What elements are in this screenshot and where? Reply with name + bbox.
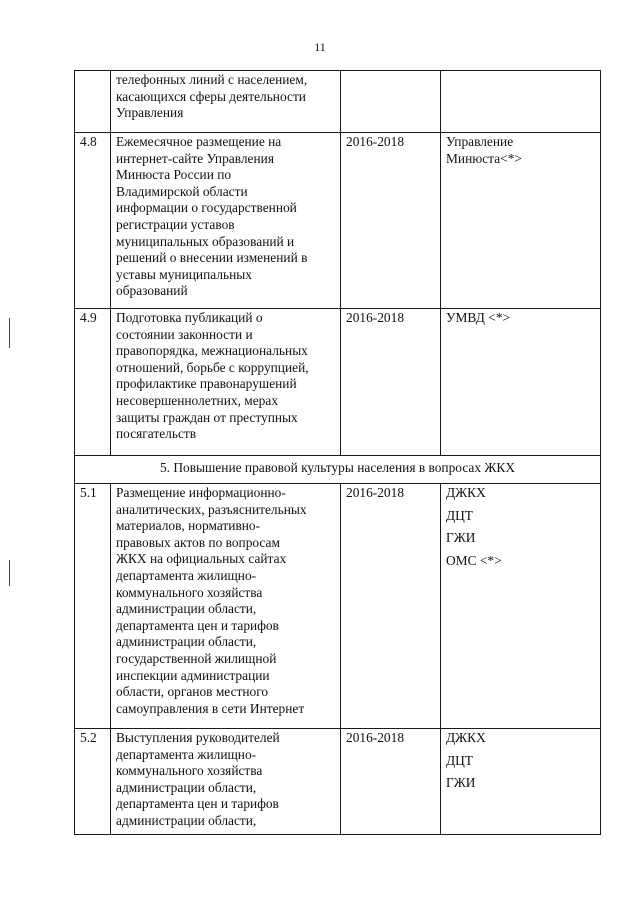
executor-line: ОМС <*> [446, 552, 502, 568]
row-number: 5.1 [75, 484, 111, 729]
description-line: регистрации уставов [116, 216, 235, 232]
row-period: 2016-2018 [341, 729, 441, 835]
description-line: Ежемесячное размещение на [116, 134, 282, 149]
row-description-cell [111, 133, 341, 309]
table-row [75, 484, 601, 729]
row-number: 4.8 [75, 133, 111, 309]
description-line: самоуправления в сети Интернет [116, 700, 305, 716]
section-heading-row [75, 456, 601, 484]
description-line: правопорядка, межнациональных [116, 343, 308, 359]
description-line: области, органов местного [116, 684, 269, 700]
description-line: ЖКХ на официальных сайтах [116, 551, 287, 567]
executor-line: Минюста<*> [446, 150, 522, 166]
measures-table [74, 70, 601, 835]
description-line: уставы муниципальных [116, 266, 252, 282]
description-line: решений о внесении изменений в [116, 250, 308, 266]
executor-line: ГЖИ [446, 775, 476, 791]
description-line: департамента цен и тарифов [116, 617, 279, 633]
row-period: 2016-2018 [341, 309, 441, 456]
description-line: инспекции администрации [116, 667, 270, 683]
scan-edge-mark [9, 318, 14, 348]
table-row [75, 729, 601, 835]
description-line: Минюста России по [116, 167, 232, 183]
row-period-cell [341, 71, 441, 133]
executor-line: ДЦТ [446, 507, 473, 523]
executor-line: УМВД <*> [446, 310, 511, 325]
description-line: аналитических, разъяснительных [116, 501, 307, 517]
executor-line: Управление [446, 134, 514, 149]
row-executor-cell [441, 309, 601, 456]
row-period: 2016-2018 [341, 484, 441, 729]
row-description-cell [111, 71, 341, 133]
executor-line: ГЖИ [446, 530, 476, 546]
description-line: телефонных линий с населением, [116, 72, 308, 87]
description-line: состоянии законности и [116, 326, 253, 342]
executor-line: ДЦТ [446, 752, 473, 768]
scan-edge-mark [9, 560, 14, 586]
description-line: Подготовка публикаций о [116, 310, 263, 325]
description-line: департамента жилищно- [116, 746, 257, 762]
row-number: 4.9 [75, 309, 111, 456]
row-executor-cell [441, 71, 601, 133]
description-line: администрации области, [116, 812, 257, 828]
description-line: материалов, нормативно- [116, 518, 261, 534]
description-line: администрации области, [116, 601, 257, 617]
executor-line: ДЖКХ [446, 730, 486, 745]
description-line: интернет-сайте Управления [116, 150, 274, 166]
description-line: коммунального хозяйства [116, 763, 263, 779]
row-number-cell [75, 71, 111, 133]
description-line: администрации области, [116, 779, 257, 795]
description-line: отношений, борьбе с коррупцией, [116, 359, 309, 375]
description-line: Размещение информационно- [116, 485, 286, 500]
description-line: защиты граждан от преступных [116, 409, 298, 425]
executor-line: ДЖКХ [446, 485, 486, 500]
description-line: несовершеннолетних, мерах [116, 392, 279, 408]
row-executor-cell [441, 133, 601, 309]
description-line: Управления [116, 105, 184, 121]
section-title: 5. Повышение правовой культуры населения в вопросах ЖКХ [75, 456, 601, 484]
description-line: профилактике правонарушений [116, 376, 297, 392]
row-executor-cell [441, 484, 601, 729]
description-line: касающихся сферы деятельности [116, 88, 306, 104]
table-row [75, 309, 601, 456]
row-description-cell [111, 309, 341, 456]
description-line: Выступления руководителей [116, 730, 280, 745]
description-line: коммунального хозяйства [116, 584, 263, 600]
description-line: департамента цен и тарифов [116, 796, 279, 812]
row-number: 5.2 [75, 729, 111, 835]
description-line: администрации области, [116, 634, 257, 650]
row-period: 2016-2018 [341, 133, 441, 309]
row-executor-cell [441, 729, 601, 835]
description-line: информации о государственной [116, 200, 297, 216]
row-description-cell [111, 484, 341, 729]
description-line: посягательств [116, 426, 197, 442]
row-description-cell [111, 729, 341, 835]
table-row [75, 133, 601, 309]
description-line: департамента жилищно- [116, 567, 257, 583]
page-number: 11 [314, 40, 326, 54]
table-row-continuation [75, 71, 601, 133]
description-line: Владимирской области [116, 183, 248, 199]
description-line: образований [116, 283, 188, 299]
description-line: правовых актов по вопросам [116, 534, 280, 550]
description-line: государственной жилищной [116, 650, 277, 666]
description-line: муниципальных образований и [116, 233, 295, 249]
